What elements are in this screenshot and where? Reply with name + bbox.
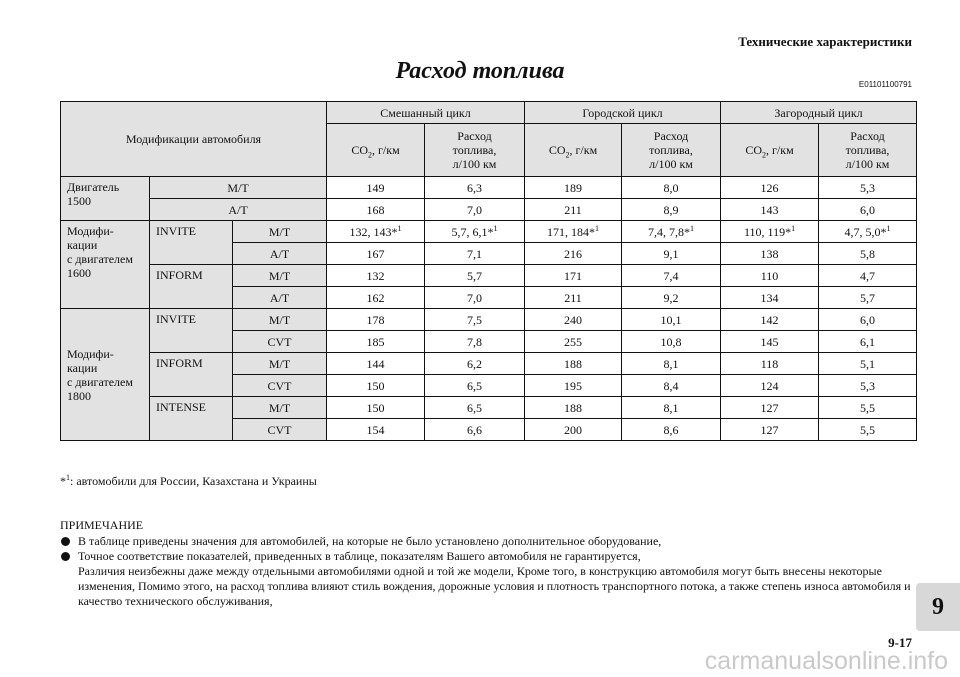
transmission-cell: A/T <box>233 243 327 265</box>
cycle-extra-urban-header: Загородный цикл <box>721 102 917 124</box>
transmission-cell: M/T <box>233 221 327 243</box>
transmission-cell: CVT <box>233 331 327 353</box>
value-cell: 216 <box>525 243 622 265</box>
value-cell: 8,9 <box>622 199 721 221</box>
note-item: В таблице приведены значения для автомобилей, на которые не было установлено дополнительное оборудование, <box>60 534 920 549</box>
value-cell: 178 <box>327 309 425 331</box>
value-cell: 4,7, 5,0*$^1$ <box>819 221 917 243</box>
value-cell: 5,7 <box>819 287 917 309</box>
value-cell: 127 <box>721 419 819 441</box>
value-cell: 110, 119*$^1$ <box>721 221 819 243</box>
watermark: carmanualsonline.info <box>704 647 948 675</box>
value-cell: 9,2 <box>622 287 721 309</box>
value-cell: 154 <box>327 419 425 441</box>
bullet-icon <box>61 537 70 546</box>
value-cell: 7,1 <box>425 243 525 265</box>
footnote: *$^1$: автомобили для России, Казахстана и Украины <box>60 473 317 488</box>
value-cell: 126 <box>721 177 819 199</box>
value-cell: 8,1 <box>622 397 721 419</box>
table-row <box>61 177 917 199</box>
value-cell: 6,1 <box>819 331 917 353</box>
value-cell: 162 <box>327 287 425 309</box>
value-cell: 6,6 <box>425 419 525 441</box>
value-cell: 185 <box>327 331 425 353</box>
value-cell: 188 <box>525 353 622 375</box>
fuel-header: Расход топлива, л/100 км <box>622 124 721 177</box>
table-row <box>61 309 917 331</box>
page-number: 9-17 <box>888 635 912 650</box>
value-cell: 5,3 <box>819 177 917 199</box>
value-cell: 7,0 <box>425 287 525 309</box>
table-row <box>61 199 917 221</box>
co2-header: $CO_2$, г/км <box>721 124 819 177</box>
transmission-cell: CVT <box>233 419 327 441</box>
value-cell: 5,1 <box>819 353 917 375</box>
value-cell: 195 <box>525 375 622 397</box>
engine-1800-label: Модифи- кации с двигателем 1800 <box>61 309 150 441</box>
trim-cell: INFORM <box>150 265 233 309</box>
value-cell: 144 <box>327 353 425 375</box>
transmission-cell: A/T <box>233 287 327 309</box>
value-cell: 118 <box>721 353 819 375</box>
value-cell: 150 <box>327 397 425 419</box>
value-cell: 188 <box>525 397 622 419</box>
value-cell: 6,2 <box>425 353 525 375</box>
value-cell: 5,5 <box>819 419 917 441</box>
bullet-icon <box>61 552 70 561</box>
value-cell: 149 <box>327 177 425 199</box>
chapter-tab: 9 <box>916 583 960 631</box>
value-cell: 8,6 <box>622 419 721 441</box>
table-row <box>61 265 917 287</box>
fuel-consumption-table <box>60 101 917 441</box>
value-cell: 5,5 <box>819 397 917 419</box>
value-cell: 5,8 <box>819 243 917 265</box>
value-cell: 6,5 <box>425 397 525 419</box>
value-cell: 132, 143*$^1$ <box>327 221 425 243</box>
section-header: Технические характеристики <box>738 34 912 49</box>
co2-header: $CO_2$, г/км <box>327 124 425 177</box>
cycle-combined-header: Смешанный цикл <box>327 102 525 124</box>
value-cell: 171, 184*$^1$ <box>525 221 622 243</box>
value-cell: 171 <box>525 265 622 287</box>
value-cell: 145 <box>721 331 819 353</box>
transmission-cell: M/T <box>150 177 327 199</box>
value-cell: 142 <box>721 309 819 331</box>
value-cell: 6,0 <box>819 199 917 221</box>
engine-1600-label: Модифи- кации с двигателем 1600 <box>61 221 150 309</box>
co2-header: $CO_2$, г/км <box>525 124 622 177</box>
model-header: Модификации автомобиля <box>61 102 327 177</box>
transmission-cell: M/T <box>233 353 327 375</box>
value-cell: 124 <box>721 375 819 397</box>
value-cell: 127 <box>721 397 819 419</box>
value-cell: 8,0 <box>622 177 721 199</box>
value-cell: 168 <box>327 199 425 221</box>
table-row <box>61 221 917 243</box>
value-cell: 189 <box>525 177 622 199</box>
value-cell: 4,7 <box>819 265 917 287</box>
value-cell: 211 <box>525 287 622 309</box>
transmission-cell: A/T <box>150 199 327 221</box>
value-cell: 7,4, 7,8*$^1$ <box>622 221 721 243</box>
trim-cell: INFORM <box>150 353 233 397</box>
value-cell: 167 <box>327 243 425 265</box>
value-cell: 8,4 <box>622 375 721 397</box>
value-cell: 7,8 <box>425 331 525 353</box>
transmission-cell: M/T <box>233 265 327 287</box>
fuel-header: Расход топлива, л/100 км <box>819 124 917 177</box>
value-cell: 255 <box>525 331 622 353</box>
value-cell: 134 <box>721 287 819 309</box>
table-row <box>61 353 917 375</box>
document-code: E01101100791 <box>858 80 912 89</box>
value-cell: 200 <box>525 419 622 441</box>
value-cell: 10,1 <box>622 309 721 331</box>
value-cell: 150 <box>327 375 425 397</box>
value-cell: 143 <box>721 199 819 221</box>
value-cell: 211 <box>525 199 622 221</box>
note-title: ПРИМЕЧАНИЕ <box>60 518 144 532</box>
note-item: Точное соответствие показателей, приведенных в таблице, показателям Вашего автомобиля не гарантируется, Различия неизбежны даже между отдельными автомобилями одной и той же модели, Кроме того, в конструкцию автомобиля могут быть внесены некоторые изменения, Помимо этого, на расход топлива влияют стиль вождения, дорожные условия и плотность транспортного потока, а также степень износа автомобиля и качество технического обслуживания, <box>60 549 920 609</box>
fuel-header: Расход топлива, л/100 км <box>425 124 525 177</box>
value-cell: 6,5 <box>425 375 525 397</box>
table-row <box>61 397 917 419</box>
trim-cell: INTENSE <box>150 397 233 441</box>
transmission-cell: M/T <box>233 397 327 419</box>
note-block <box>60 518 920 609</box>
value-cell: 138 <box>721 243 819 265</box>
value-cell: 8,1 <box>622 353 721 375</box>
value-cell: 5,7, 6,1*$^1$ <box>425 221 525 243</box>
trim-cell: INVITE <box>150 221 233 265</box>
transmission-cell: CVT <box>233 375 327 397</box>
value-cell: 110 <box>721 265 819 287</box>
value-cell: 10,8 <box>622 331 721 353</box>
page-title: Расход топлива <box>395 58 565 84</box>
engine-1500-label: Двигатель 1500 <box>61 177 150 221</box>
value-cell: 5,7 <box>425 265 525 287</box>
value-cell: 5,3 <box>819 375 917 397</box>
trim-cell: INVITE <box>150 309 233 353</box>
value-cell: 9,1 <box>622 243 721 265</box>
value-cell: 7,5 <box>425 309 525 331</box>
value-cell: 132 <box>327 265 425 287</box>
value-cell: 7,0 <box>425 199 525 221</box>
value-cell: 7,4 <box>622 265 721 287</box>
value-cell: 6,0 <box>819 309 917 331</box>
transmission-cell: M/T <box>233 309 327 331</box>
cycle-urban-header: Городской цикл <box>525 102 721 124</box>
value-cell: 6,3 <box>425 177 525 199</box>
value-cell: 240 <box>525 309 622 331</box>
